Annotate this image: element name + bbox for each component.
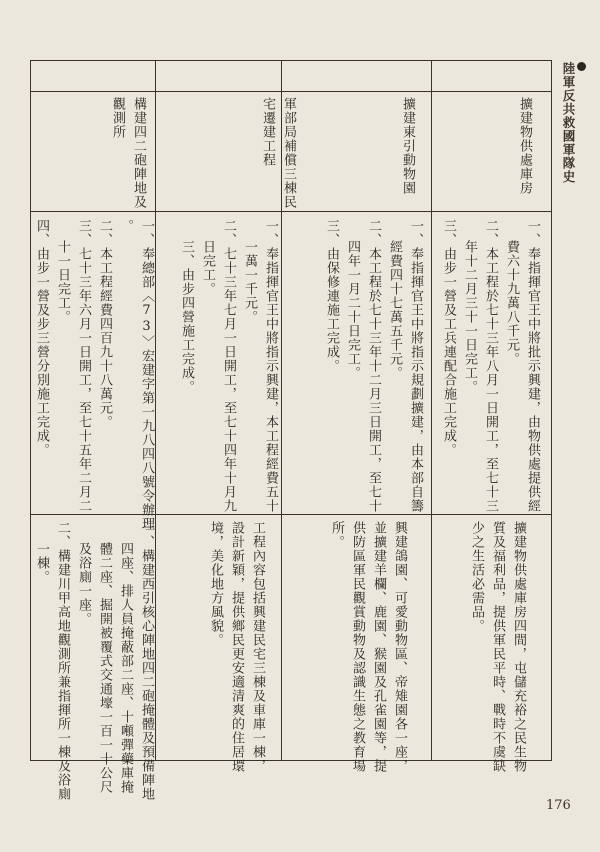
project-details bbox=[176, 219, 281, 513]
note-line: 工程內容包括興建民宅三棟及車庫一棟， bbox=[250, 521, 265, 773]
project-name: 擴建東引動物園 bbox=[400, 97, 415, 195]
detail-line: 一、奉總部〈73〉宏建字第一九八四八號令辦理 bbox=[139, 219, 154, 531]
project-details bbox=[31, 219, 157, 531]
table-divider bbox=[31, 211, 551, 212]
project-name bbox=[257, 97, 299, 209]
note-line: 境，美化地方風貌。 bbox=[208, 521, 223, 647]
note-line: 體二座、掘開被覆式交通壕一百一十公尺 bbox=[97, 542, 112, 794]
note-line: 設計新穎，提供鄉民更安適清爽的住居環 bbox=[229, 521, 244, 773]
project-name-line: 觀測所 bbox=[110, 97, 125, 139]
detail-line: 二、本工程於七十三年十二月三日開工，至七十 bbox=[366, 219, 381, 513]
project-notes bbox=[466, 521, 529, 773]
note-line: 四座、排人員掩蔽部二座、十噸彈藥庫掩 bbox=[118, 542, 133, 794]
detail-line: 經費四十七萬五千元。 bbox=[387, 240, 402, 380]
bullet-icon bbox=[577, 62, 586, 71]
detail-line: 三、由保修連施工完成。 bbox=[324, 219, 339, 373]
project-name-line: 構建四二砲陣地及 bbox=[131, 97, 146, 209]
note-line: 二、構建川甲高地觀測所兼指揮所一棟及浴廁 bbox=[55, 521, 70, 801]
running-header bbox=[559, 62, 586, 184]
note-line: 擴建物供處庫房四間，屯儲充裕之民生物 bbox=[511, 521, 526, 773]
note-line: 並擴建羊欄、鹿園、猴園及孔雀園等，提 bbox=[371, 521, 386, 773]
detail-line: 日完工。 bbox=[200, 240, 215, 296]
project-details bbox=[438, 219, 543, 513]
note-line: 一、構建西引核心陣地四二砲掩體及預備陣地 bbox=[139, 521, 154, 801]
table-divider bbox=[31, 91, 551, 92]
detail-line: 一、奉指揮官王中將指示興建，本工程經費五十 bbox=[263, 219, 278, 513]
project-name-line: 宅遷建工程 bbox=[260, 97, 275, 167]
project-name-line: 軍部局補償三棟民 bbox=[281, 97, 296, 209]
detail-line: 三、由步一營及工兵連配合施工完成。 bbox=[441, 219, 456, 457]
detail-line: 費六十九萬八千元。 bbox=[504, 240, 519, 366]
note-line: 及浴廁一座。 bbox=[76, 542, 91, 626]
detail-line: 一、奉指揮官王中將批示興建，由物供處提供經 bbox=[525, 219, 540, 513]
note-line: 少之生活必需品。 bbox=[469, 521, 484, 633]
detail-line: 年十二月三十一日完工。 bbox=[462, 240, 477, 394]
note-line: 供防區軍民觀賞動物及認識生態之教育場 bbox=[350, 521, 365, 773]
detail-line: 二、本工程經費四百九十八萬元。 bbox=[97, 219, 112, 429]
detail-line: 三、七十三年六月一日開工，至七十五年二月二 bbox=[76, 219, 91, 513]
page-number: 176 bbox=[546, 798, 571, 813]
detail-line: 。 bbox=[118, 219, 133, 233]
header-title: 陸軍反共救國軍隊史 bbox=[561, 62, 576, 184]
detail-line: 四年一月二十日完工。 bbox=[345, 240, 360, 380]
detail-line: 四、由步一營及步三營分別施工完成。 bbox=[34, 219, 49, 457]
project-name bbox=[107, 97, 149, 209]
project-name: 擴建物供處庫房 bbox=[517, 97, 532, 195]
project-table bbox=[30, 60, 552, 801]
note-line: 所。 bbox=[329, 521, 344, 549]
detail-line: 一萬一千元。 bbox=[242, 240, 257, 324]
project-details bbox=[321, 219, 426, 513]
column-divider bbox=[431, 61, 432, 760]
detail-line: 三、由步四營施工完成。 bbox=[179, 240, 194, 394]
project-notes bbox=[31, 521, 157, 801]
detail-line: 十一日完工。 bbox=[55, 240, 70, 324]
detail-line: 一、奉指揮官王中將指示規劃擴建，由本部自籌 bbox=[408, 219, 423, 513]
note-line: 一棟。 bbox=[34, 542, 49, 584]
note-line: 質及福利品，提供軍民平時、戰時不虞缺 bbox=[490, 521, 505, 773]
detail-line: 二、七十三年七月一日開工，至七十四年十月九 bbox=[221, 219, 236, 513]
project-notes bbox=[205, 521, 268, 773]
project-notes bbox=[326, 521, 410, 773]
note-line: 興建鴿園、可愛動物區、帝雉園各一座， bbox=[392, 521, 407, 773]
detail-line: 二、本工程於七十三年八月一日開工，至七十三 bbox=[483, 219, 498, 513]
